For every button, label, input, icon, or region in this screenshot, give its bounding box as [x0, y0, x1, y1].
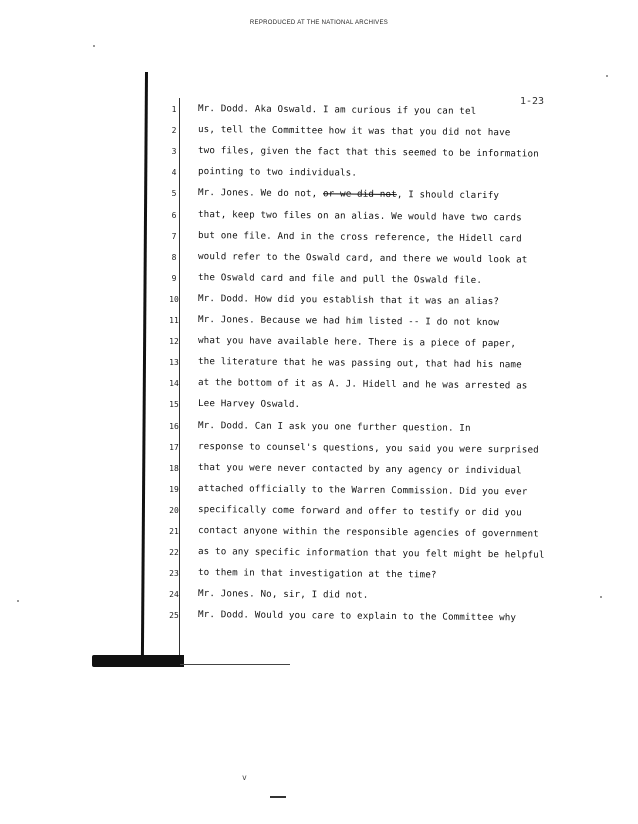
bottom-rule — [180, 664, 290, 665]
transcript-line — [198, 103, 477, 118]
footer-mark: v — [242, 773, 247, 782]
transcript-text: Mr. Jones. We do not, — [197, 187, 324, 200]
transcript-line — [198, 335, 516, 350]
transcript-text: the Oswald card and file and pull the Oswald file. — [197, 271, 483, 286]
transcript-text: at the bottom of it as A. J. Hidell and he was arrested as — [197, 377, 528, 392]
transcript-text: as to any specific information that you felt might be helpful — [197, 546, 545, 561]
transcript-text: contact anyone within the responsible agencies of government — [197, 525, 539, 540]
transcript-line — [198, 441, 539, 457]
line-number: 2 — [171, 126, 177, 136]
transcript-text: would refer to the Oswald card, and there we would look at — [197, 250, 528, 266]
page-number: 1-23 — [520, 96, 545, 107]
transcript-text: Mr. Dodd. Would you care to explain to the Committee why — [197, 609, 517, 624]
transcript-line — [198, 314, 499, 329]
scan-speck — [17, 600, 19, 602]
transcript-line — [198, 356, 522, 371]
transcript-line — [198, 230, 522, 245]
line-number: 16 — [169, 421, 179, 431]
line-number: 15 — [169, 400, 179, 410]
transcript-line — [198, 546, 545, 562]
line-number: 14 — [169, 379, 179, 389]
transcript-line — [198, 588, 369, 602]
transcript-line — [198, 483, 528, 498]
transcript-text: Lee Harvey Oswald. — [197, 398, 301, 411]
transcript-text: us, tell the Committee how it was that you did not have — [197, 124, 511, 139]
struck-text: or we did not — [322, 188, 397, 201]
line-number: 12 — [169, 337, 179, 347]
transcript-text: Mr. Dodd. Can I ask you one further question. In — [197, 419, 471, 434]
line-number: 3 — [171, 147, 177, 157]
transcript-text: Mr. Jones. No, sir, I did not. — [197, 588, 369, 602]
line-number: 1 — [171, 105, 177, 114]
transcript-line — [198, 609, 516, 624]
archive-header: REPRODUCED AT THE NATIONAL ARCHIVES — [249, 20, 389, 26]
transcript-line — [198, 504, 522, 519]
line-number: 4 — [171, 168, 177, 178]
line-number: 22 — [169, 548, 179, 558]
scan-speck — [600, 596, 602, 598]
transcript-text: Mr. Jones. Because we had him listed -- I do not know — [197, 314, 500, 329]
line-number: 20 — [169, 505, 179, 515]
transcript-line — [198, 525, 539, 541]
transcript-line — [198, 377, 528, 392]
transcript-line — [198, 251, 528, 266]
line-number: 6 — [171, 210, 177, 220]
transcript-text: but one file. And in the cross reference, the Hidell card — [197, 229, 522, 244]
footer-dash — [270, 796, 286, 798]
line-number: 5 — [171, 189, 177, 199]
transcript-line — [198, 166, 357, 180]
line-number: 18 — [169, 463, 179, 473]
line-number: 17 — [169, 442, 179, 452]
transcript-text: to them in that investigation at the time? — [197, 567, 437, 581]
transcript-text: pointing to two individuals. — [197, 166, 358, 179]
transcript-line — [198, 187, 499, 202]
line-number: 9 — [171, 273, 177, 283]
transcript-text: what you have available here. There is a piece of paper, — [197, 335, 517, 350]
line-number: 11 — [169, 316, 179, 325]
margin-base-bar — [92, 655, 184, 667]
line-number: 7 — [171, 231, 177, 241]
transcript-line — [198, 567, 437, 581]
transcript-line — [198, 124, 511, 139]
transcript-line — [198, 145, 539, 161]
transcript-text: , I should clarify — [396, 189, 500, 202]
transcript-line — [198, 462, 522, 477]
line-number: 21 — [169, 527, 179, 536]
line-number: 23 — [169, 569, 179, 579]
transcript-text: response to counsel's questions, you said you were surprised — [197, 440, 539, 456]
transcript-text: specifically come forward and offer to testify or did you — [197, 503, 522, 519]
transcript-text: Mr. Dodd. Aka Oswald. I am curious if you can tel — [197, 103, 477, 117]
transcript-text: that you were never contacted by any agency or individual — [197, 461, 522, 477]
line-number: 24 — [169, 590, 179, 600]
transcript-line — [198, 398, 300, 411]
transcript-line — [198, 293, 499, 308]
margin-rule — [141, 72, 148, 658]
transcript-text: attached officially to the Warren Commission. Did you ever — [197, 482, 528, 498]
transcript-text: Mr. Dodd. How did you establish that it was an alias? — [197, 292, 500, 308]
transcript-text: two files, given the fact that this seemed to be information — [197, 145, 539, 160]
line-number: 25 — [169, 611, 179, 621]
line-number: 19 — [169, 484, 179, 494]
transcript-text: that, keep two files on an alias. We would have two cards — [197, 208, 522, 223]
line-number: 8 — [171, 252, 177, 262]
transcript-text: the literature that he was passing out, that had his name — [197, 356, 522, 371]
transcript-line — [198, 209, 522, 224]
scan-speck — [93, 45, 95, 47]
line-number: 13 — [169, 358, 179, 368]
scan-speck — [606, 75, 608, 77]
transcript-line — [198, 272, 482, 287]
line-number: 10 — [169, 294, 179, 304]
transcript-line — [198, 420, 471, 435]
